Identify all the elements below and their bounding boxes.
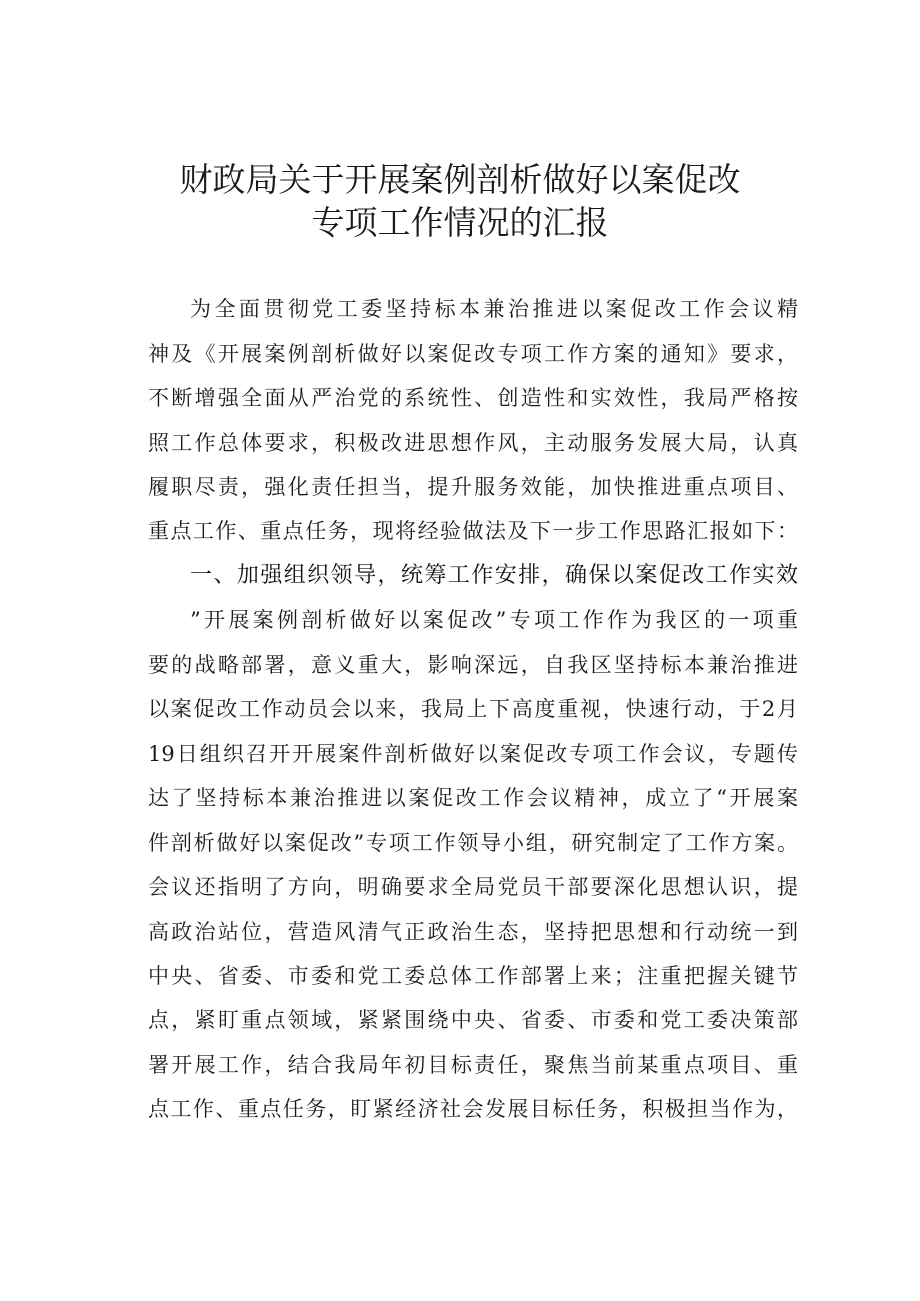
paragraph-2-line: 件剖析做好以案促改”专项工作领导小组，研究制定了工作方案。 [148, 831, 798, 855]
paragraph-1-line: 重点工作、重点任务，现将经验做法及下一步工作思路汇报如下： [148, 519, 798, 543]
paragraph-2-line: 署开展工作，结合我局年初目标责任，聚焦当前某重点项目、重 [148, 1053, 798, 1077]
paragraph-1-line: 神及《开展案例剖析做好以案促改专项工作方案的通知》要求， [148, 342, 798, 366]
paragraph-2-line: 中央、省委、市委和党工委总体工作部署上来；注重把握关键节 [148, 964, 798, 988]
paragraph-2-line: 点，紧盯重点领域，紧紧围绕中央、省委、市委和党工委决策部 [148, 1008, 798, 1032]
paragraph-2-line: ”开展案例剖析做好以案促改”专项工作作为我区的一项重 [190, 608, 798, 632]
document-title-line-1: 财政局关于开展案例剖析做好以案促改 [179, 160, 741, 199]
paragraph-2-line: 要的战略部署，意义重大，影响深远，自我区坚持标本兼治推进 [148, 653, 798, 677]
paragraph-2-line: 高政治站位，营造风清气正政治生态，坚持把思想和行动统一到 [148, 920, 798, 944]
document-title-line-2: 专项工作情况的汇报 [311, 203, 609, 242]
paragraph-2-line: 会议还指明了方向，明确要求全局党员干部要深化思想认识，提 [148, 875, 798, 899]
paragraph-2-line: 以案促改工作动员会以来，我局上下高度重视，快速行动，于2月 [148, 697, 798, 721]
paragraph-1-line: 不断增强全面从严治党的系统性、创造性和实效性，我局严格按 [148, 386, 798, 410]
paragraph-2-line: 点工作、重点任务，盯紧经济社会发展目标任务，积极担当作为， [148, 1097, 798, 1121]
paragraph-2-line: 达了坚持标本兼治推进以案促改工作会议精神，成立了“开展案 [148, 786, 798, 810]
paragraph-1-line: 照工作总体要求，积极改进思想作风，主动服务发展大局，认真 [148, 431, 798, 455]
section-1-heading: 一、加强组织领导，统筹工作安排，确保以案促改工作实效 [190, 563, 798, 588]
paragraph-1-line: 为全面贯彻党工委坚持标本兼治推进以案促改工作会议精 [190, 297, 798, 321]
paragraph-1-line: 履职尽责，强化责任担当，提升服务效能，加快推进重点项目、 [148, 475, 798, 499]
paragraph-2-line: 19日组织召开开展案件剖析做好以案促改专项工作会议，专题传 [148, 742, 798, 766]
